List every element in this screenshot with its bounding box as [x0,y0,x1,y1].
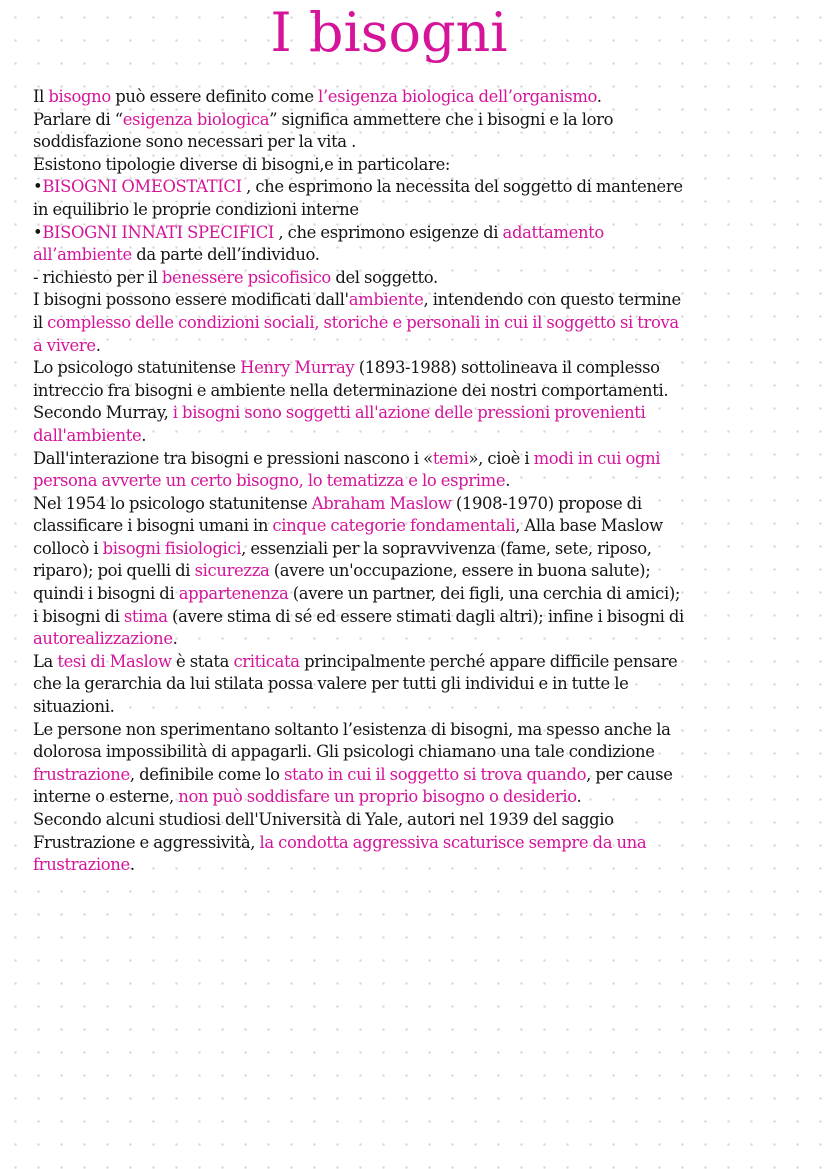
highlighted-term: tesi di Maslow [57,651,172,671]
text-segment: è stata [171,651,234,671]
highlighted-term: persona avverte un certo bisogno, lo tematizza e lo esprime [33,471,506,491]
text-line [33,312,823,335]
text-line [33,560,823,583]
text-segment: . [576,787,582,807]
text-line [33,832,823,855]
text-segment: Secondo alcuni studiosi dell'Università di Yale, autori nel 1939 del saggio [33,810,614,829]
text-segment: quindi i bisogni di [33,584,179,604]
text-segment: può essere definito come [110,87,319,106]
text-segment: Le persone non sperimentano soltanto l’esistenza di bisogni, ma spesso anche la [33,719,671,739]
text-segment: , per cause [586,764,673,784]
text-segment: Il [33,87,49,106]
highlighted-term: bisogni fisiologici [102,538,242,558]
text-line [33,448,823,471]
highlighted-term: criticata [233,651,300,671]
text-line [33,199,823,222]
text-line [33,493,823,516]
text-line [33,764,823,787]
text-segment: La [33,651,58,671]
text-segment: Dall'interazione tra bisogni e pressioni nascono i « [33,448,433,468]
text-line [33,267,823,290]
text-line [33,402,823,425]
highlighted-term: complesso delle condizioni sociali, storiche e personali in cui il soggetto si trova [47,312,679,332]
text-segment: . [141,425,147,445]
highlighted-term: modi in cui ogni [533,448,661,468]
text-line [33,719,823,742]
text-line [33,425,823,448]
text-segment: interne o esterne, [33,787,179,807]
highlighted-term: all’ambiente [33,245,132,265]
highlighted-term: stima [123,606,168,626]
text-line [33,854,823,877]
text-segment: , che esprimono la necessita del soggetto di mantenere [241,177,683,197]
highlighted-term: Abraham Maslow [311,493,452,513]
text-line [33,109,823,132]
text-segment: . [172,629,178,649]
text-segment: dolorosa impossibilità di appagarli. Gli psicologi chiamano una tale condizione [33,742,655,762]
text-segment: (avere stima di sé ed essere stimati dagli altri); infine i bisogni di [167,606,684,626]
highlighted-term: frustrazione [33,764,130,784]
text-segment: i bisogni di [33,606,124,626]
highlighted-term: i bisogni sono soggetti all'azione delle pressioni provenienti [172,403,646,423]
text-line [33,176,823,199]
highlighted-term: bisogno [48,87,111,106]
text-segment: Secondo Murray, [33,403,173,423]
text-segment: che la gerarchia da lui stilata possa valere per tutti gli individui e in tutte le [33,674,629,694]
highlighted-term: benessere psicofisico [161,267,331,287]
text-segment: (1893-1988) sottolineava il complesso [354,358,660,378]
highlighted-term: la condotta aggressiva scaturisce sempre da una [259,832,647,852]
text-line [33,741,823,764]
text-segment: ” significa ammettere che i bisogni e la loro [269,109,614,129]
text-line [33,628,823,651]
text-segment: Frustrazione e aggressività, [33,832,260,852]
text-segment: Lo psicologo statunitense [33,358,241,378]
text-segment: . [129,855,135,875]
text-segment: - richiesto per il [33,267,162,287]
text-segment: Parlare di “ [33,109,123,129]
text-line [33,335,823,358]
page-title: I bisogni [270,1,508,64]
text-line [33,651,823,674]
highlighted-term: cinque categorie fondamentali [272,516,516,536]
body-text [33,86,823,877]
text-line [33,809,823,832]
text-segment: riparo); poi quelli di [33,561,195,581]
text-line [33,538,823,561]
text-line [33,86,823,109]
text-segment: intreccio fra bisogni e ambiente nella determinazione dei nostri comportamenti. [33,380,669,400]
highlighted-term: adattamento [502,222,604,242]
text-line [33,515,823,538]
text-segment: soddisfazione sono necessari per la vita . [33,132,356,152]
highlighted-term: l’esigenza biologica dell’organismo [318,87,597,106]
text-segment: Esistono tipologie diverse di bisogni,e in particolare: [33,154,451,174]
text-line [33,131,823,154]
text-segment: , che esprimono esigenze di [274,222,503,242]
text-segment: principalmente perché appare difficile pensare [299,651,678,671]
text-segment: , Alla base Maslow [515,516,663,536]
text-segment: I bisogni possono essere modificati dall' [33,290,349,310]
highlighted-term: dall'ambiente [33,425,142,445]
highlighted-term: stato in cui il soggetto si trova quando [283,764,587,784]
highlighted-term: temi [432,448,469,468]
highlighted-term: ambiente [348,290,424,310]
highlighted-term: BISOGNI OMEOSTATICI [42,177,242,197]
text-segment: Nel 1954 lo psicologo statunitense [33,493,312,513]
text-segment: , essenziali per la sopravvivenza (fame, sete, riposo, [241,538,652,558]
text-line [33,583,823,606]
highlighted-term: sicurezza [194,561,270,581]
text-line [33,606,823,629]
text-line [33,357,823,380]
text-line [33,222,823,245]
text-segment: • [33,177,43,197]
text-line [33,244,823,267]
text-segment: del soggetto. [330,267,438,287]
highlighted-term: esigenza biologica [122,109,270,129]
highlighted-term: BISOGNI INNATI SPECIFICI [42,222,275,242]
highlighted-term: a vivere [33,335,96,355]
text-segment: (1908-1970) propose di [451,493,642,513]
text-segment: . [505,471,511,491]
text-segment: (avere un'occupazione, essere in buona salute); [269,561,651,581]
highlighted-term: non può soddisfare un proprio bisogno o desiderio [178,787,577,807]
text-segment: • [33,222,43,242]
text-line [33,696,823,719]
highlighted-term: Henry Murray [240,358,355,378]
text-line [33,786,823,809]
text-segment: . [596,87,602,106]
text-segment: collocò i [33,538,103,558]
text-segment: . [95,335,101,355]
text-segment: », cioè i [468,448,534,468]
text-segment: , definibile come lo [129,764,284,784]
text-segment: in equilibrio le proprie condizioni interne [33,199,359,219]
text-line [33,154,823,177]
text-segment: il [33,312,48,332]
text-segment: (avere un partner, dei figli, una cerchia di amici); [288,584,681,604]
text-segment: situazioni. [33,697,115,717]
text-line [33,673,823,696]
highlighted-term: appartenenza [178,584,289,604]
text-segment: da parte dell’individuo. [131,245,320,265]
text-segment: classificare i bisogni umani in [33,516,273,536]
text-segment: , intendendo con questo termine [423,290,681,310]
text-line [33,289,823,312]
highlighted-term: frustrazione [33,855,130,875]
text-line [33,470,823,493]
text-line [33,380,823,403]
highlighted-term: autorealizzazione [33,629,173,649]
